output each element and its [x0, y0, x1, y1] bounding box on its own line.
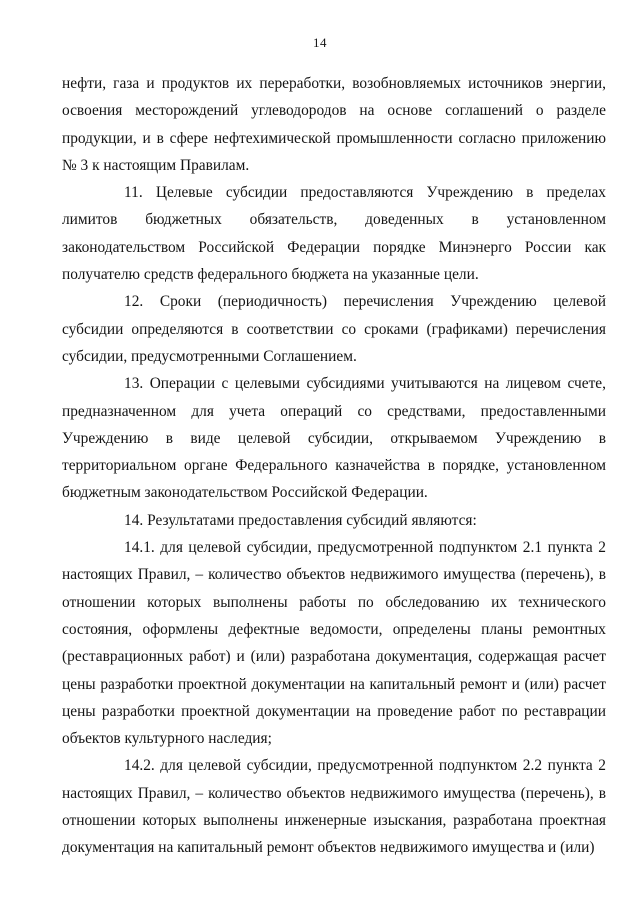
paragraph-continuation: нефти, газа и продуктов их переработки, возобновляемых источников энергии, освоения месторождений углеводородов на основе соглашений о разделе продукции, и в сфере нефтехимической промышленности согласно приложению № 3 к настоящим Правилам.	[62, 75, 606, 174]
paragraph-13: 13. Операции с целевыми субсидиями учитываются на лицевом счете, предназначенном для учета операций со средствами, предоставленными Учреждению в виде целевой субсидии, открываемом Учреждению в территориальном органе Федерального казначейства в порядке, установленном бюджетным законодательством Российской Федерации.	[62, 375, 606, 502]
paragraph-11: 11. Целевые субсидии предоставляются Учреждению в пределах лимитов бюджетных обязательств, доведенных в установленном законодательством Российской Федерации порядке Минэнерго России как получателю средств федерального бюджета на указанные цели.	[62, 184, 606, 284]
paragraph-14-2: 14.2. для целевой субсидии, предусмотренной подпунктом 2.2 пункта 2 настоящих Правил, – количество объектов недвижимого имущества (перечень), в отношении которых выполнены инженерные изыскания, разработана проектная документация на капитальный ремонт объектов недвижимого имущества и (или)	[62, 757, 606, 857]
document-body	[62, 70, 606, 862]
paragraph-12: 12. Сроки (периодичность) перечисления Учреждению целевой субсидии определяются в соответствии со сроками (графиками) перечисления субсидии, предусмотренными Соглашением.	[62, 293, 606, 365]
paragraph-14-1: 14.1. для целевой субсидии, предусмотренной подпунктом 2.1 пункта 2 настоящих Правил, – количество объектов недвижимого имущества (перечень), в отношении которых выполнены работы по обследованию их технического состояния, оформлены дефектные ведомости, определены планы ремонтных (реставрационных работ) и (или) разработана документация, содержащая расчет цены разработки проектной документации на капитальный ремонт и (или) расчет цены разработки проектной документации на проведение работ по реставрации объектов культурного наследия;	[62, 539, 606, 748]
page-number: 14	[313, 35, 327, 50]
paragraph-14: 14. Результатами предоставления субсидий являются:	[124, 511, 477, 529]
